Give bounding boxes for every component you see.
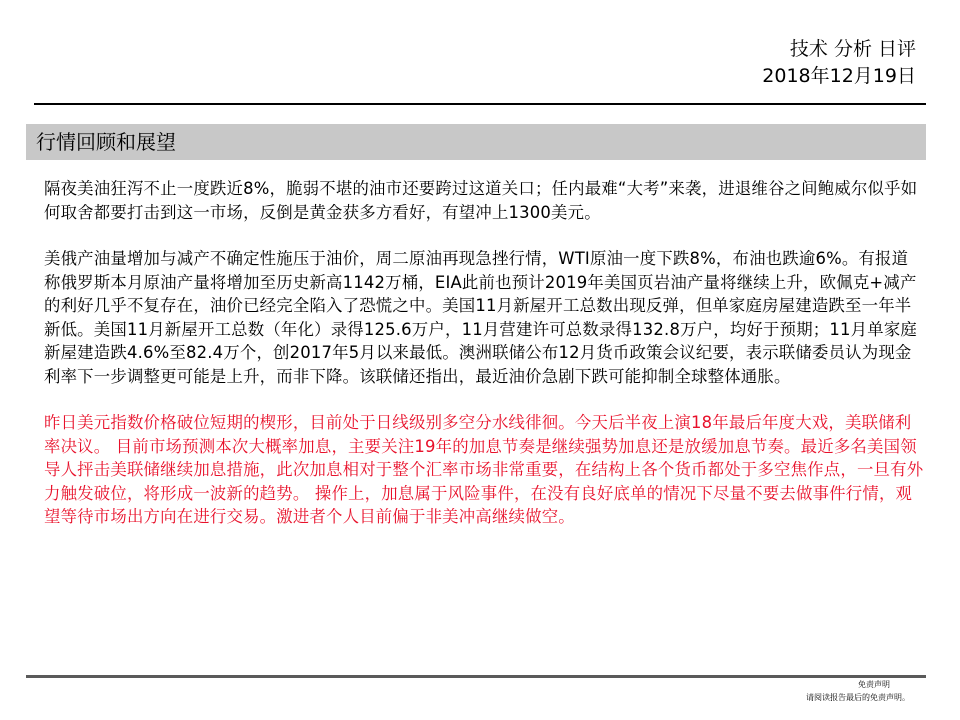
report-body xyxy=(44,177,924,529)
report-type-title: 技术 分析 日评 xyxy=(789,38,916,60)
paragraph-summary: 隔夜美油狂泻不止一度跌近8%，脆弱不堪的油市还要跨过这道关口；任内最难“大考”来袭，进退维谷之间鲍威尔似乎如何取舍都要打击到这一市场，反倒是黄金获多方看好，有望冲上1300美元。 xyxy=(44,179,918,222)
header-divider xyxy=(34,103,926,105)
section-heading: 行情回顾和展望 xyxy=(26,124,926,160)
report-date: 2018年12月19日 xyxy=(762,65,916,87)
disclaimer-note: 请阅读报告最后的免责声明。 xyxy=(806,693,910,702)
disclaimer-title: 免责声明 xyxy=(858,680,890,689)
paragraph-usd-outlook: 昨日美元指数价格破位短期的楔形，目前处于日线级别多空分水线徘徊。今天后半夜上演18年最后年度大戏，美联储利率决议。 目前市场预测本次大概率加息，主要关注19年的加息节奏是继续强势加息还是放缓加息节奏。最近多名美国领导人抨击美联储继续加息措施，此次加息相对于整个汇率市场非常重要，在结构上各个货币都处于多空焦作点，一旦有外力触发破位，将形成一波新的趋势。 操作上，加息属于风险事件，在没有良好底单的情况下尽量不要去做事件行情，观望等待市场出方向在进行交易。激进者个人目前偏于非美冲高继续做空。 xyxy=(44,413,924,526)
paragraph-market-review: 美俄产油量增加与减产不确定性施压于油价，周二原油再现急挫行情，WTI原油一度下跌8%，布油也跌逾6%。有报道称俄罗斯本月原油产量将增加至历史新高1142万桶，EIA此前也预计2019年美国页岩油产量将继续上升，欧佩克+减产的利好几乎不复存在，油价已经完全陷入了恐慌之中。美国11月新屋开工总数出现反弹，但单家庭房屋建造跌至一年半新低。美国11月新屋开工总数（年化）录得125.6万户，11月营建许可总数录得132.8万户，均好于预期；11月单家庭新屋建造跌4.6%至82.4万个，创2017年5月以来最低。澳洲联储公布12月货币政策会议纪要，表示联储委员认为现金利率下一步调整更可能是上升，而非下降。该联储还指出，最近油价急剧下跌可能抑制全球整体通胀。 xyxy=(44,249,918,386)
footer-divider xyxy=(26,675,926,678)
